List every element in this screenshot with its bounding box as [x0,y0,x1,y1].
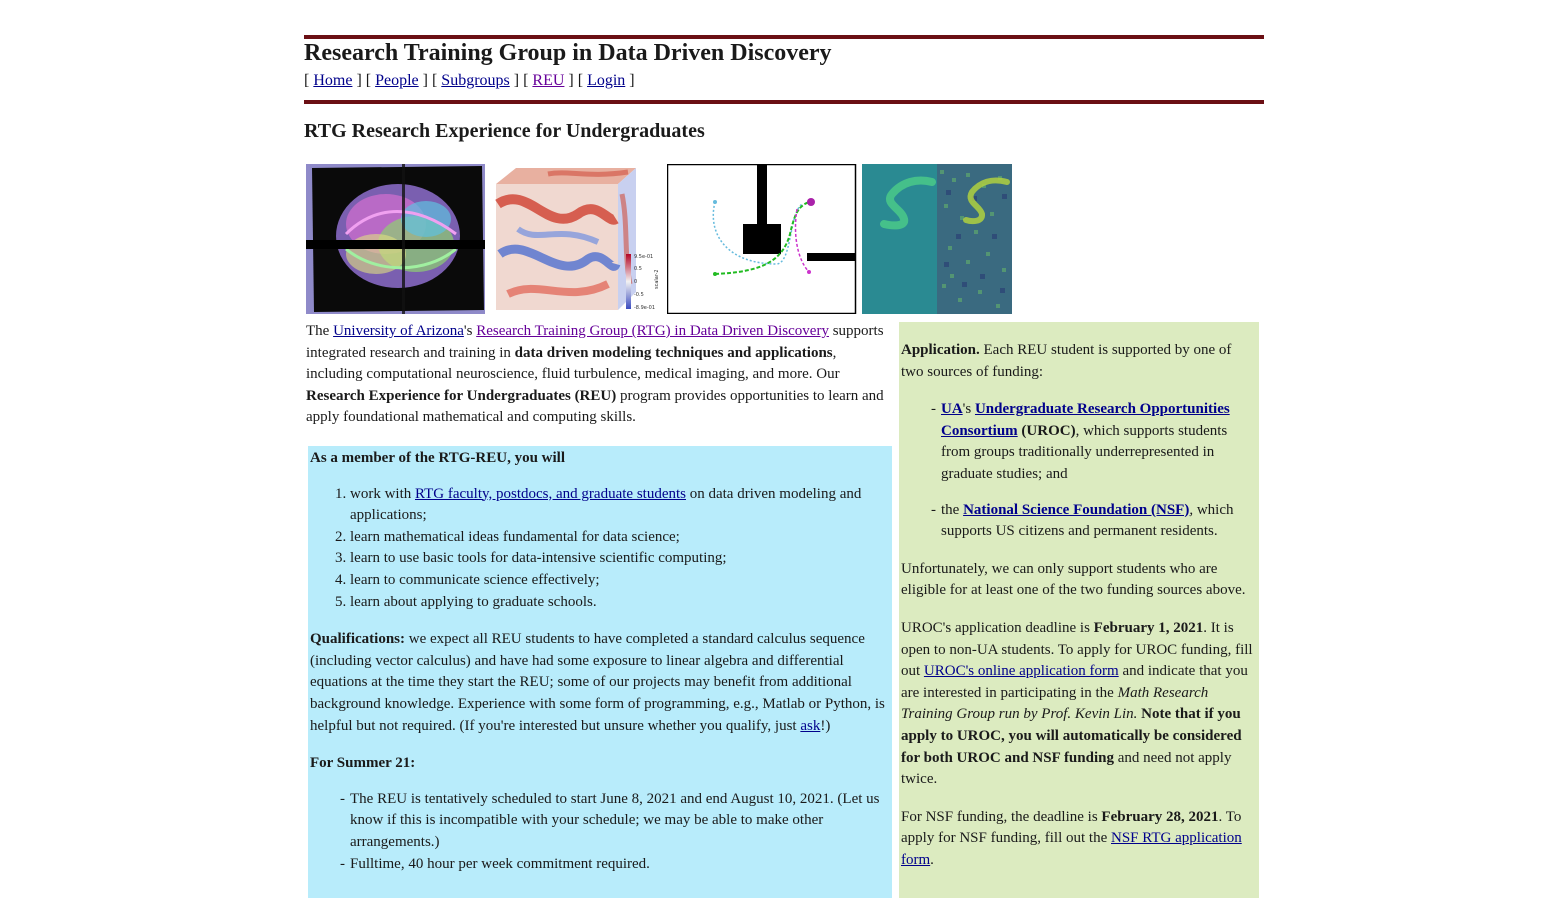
list-item: - the National Science Foundation (NSF), which supports US citizens and permanent residents. [931,501,1234,540]
nav-separator: ] [ [418,72,442,89]
colorbar-tick: 0 [634,279,638,285]
header-rule-bottom [304,100,1264,104]
university-of-arizona-link[interactable]: University of Arizona [333,323,464,339]
nav-subgroups-link[interactable]: Subgroups [441,72,510,89]
qualifications-paragraph: Qualifications: we expect all REU students to have completed a standard calculus sequence (including vector calculus) and have had some exposure to linear algebra and differential equations at the time they start the REU; some of our projects may benefit from additional background knowledge. Experience with some form of programming, e.g., Matlab or Python, is helpful but not required. (If you're interested but unsure whether you qualify, just ask!) [310,631,885,734]
nav-separator: ] [ [509,72,533,89]
robot-trajectory-image [667,164,857,314]
list-item: - The REU is tentatively scheduled to start June 8, 2021 and end August 10, 2021. (Let us know if this is incompatible with your schedule; we may be able to make other arrangements.) [340,790,880,850]
list-item: 2. learn mathematical ideas fundamental for data science; [350,527,890,549]
nav-reu-link[interactable]: REU [532,72,565,89]
ask-link[interactable]: ask [800,717,821,734]
page-title: RTG Research Experience for Undergraduates [304,120,705,142]
nav-people-link[interactable]: People [375,72,419,89]
turbulence-cube-image [488,164,662,314]
nav-separator: ] [ [352,72,376,89]
nsf-application-form-link[interactable]: NSF RTG application form [901,830,1242,868]
member-heading: As a member of the RTG-REU, you will [310,450,566,466]
nav-bracket: [ [304,72,314,89]
colorbar-tick: -0.5 [634,292,644,298]
nav-home-link[interactable]: Home [313,72,353,89]
list-item: 1. work with RTG faculty, postdocs, and graduate students on data driven modeling and applications; [350,484,890,527]
colorbar-tick: -8.9e-01 [634,305,655,311]
application-paragraph: Application. Each REU student is supported by one of two sources of funding: [901,342,1232,380]
nsf-link[interactable]: National Science Foundation (NSF) [963,501,1190,518]
funding-sources-list [901,399,1257,543]
eligibility-paragraph: Unfortunately, we can only support students who are eligible for at least one of the two funding sources above. [901,560,1246,599]
rtg-program-link[interactable]: Research Training Group (RTG) in Data Driven Discovery [476,323,829,339]
summer-details-list [310,789,890,875]
site-title: Research Training Group in Data Driven Discovery [304,40,832,66]
uroc-application-form-link[interactable]: UROC's online application form [923,663,1119,680]
list-item: - Fulltime, 40 hour per week commitment required. [340,855,650,872]
list-item: 3. learn to use basic tools for data-intensive scientific computing; [350,548,890,570]
main-nav [304,72,635,90]
list-item: 4. learn to communicate science effectively; [350,570,890,592]
colorbar-tick: 9.5e-01 [634,254,654,260]
list-item: 5. learn about applying to graduate schools. [350,592,890,614]
intro-paragraph: The University of Arizona's Research Training Group (RTG) in Data Driven Discovery supports integrated research and training in data driven modeling techniques and applications, including computational neuroscience, fluid turbulence, medical imaging, and more. Our Research Experience for Undergraduates (REU) program provides opportunities to learn and apply foundational mathematical and computing skills. [306,323,884,426]
colorbar-tick: 0.5 [634,266,642,272]
uroc-link[interactable]: Undergraduate Research Opportunities Consortium [941,401,1230,439]
brain-tractography-image [306,164,485,314]
rtg-people-link[interactable]: RTG faculty, postdocs, and graduate students [415,485,686,502]
member-info-box [308,446,892,898]
nav-separator: ] [ [564,72,588,89]
ua-link[interactable]: UA [941,401,963,418]
denoising-comparison-image [862,164,1012,314]
application-info-box [899,322,1259,898]
nav-bracket: ] [625,72,635,89]
uroc-deadline-paragraph: UROC's application deadline is February 1, 2021. It is open to non-UA students. To apply for UROC funding, fill out UROC's online application form and indicate that you are interested in participating in the Math Research Training Group run by Prof. Kevin Lin. Note that if you apply to UROC, you will automatically be considered for both UROC and NSF funding and need not apply twice. [901,619,1253,788]
header-rule-top [304,35,1264,39]
nsf-deadline-paragraph: For NSF funding, the deadline is February 28, 2021. To apply for NSF funding, fill out the NSF RTG application form. [901,808,1242,868]
nav-login-link[interactable]: Login [587,72,626,89]
member-benefits-list [310,484,890,614]
list-item: - UA's Undergraduate Research Opportunities Consortium (UROC), which supports students from groups traditionally underrepresented in graduate studies; and [931,401,1230,482]
summer-heading: For Summer 21: [310,755,416,772]
colorbar-label: scalar-2 [654,269,660,289]
